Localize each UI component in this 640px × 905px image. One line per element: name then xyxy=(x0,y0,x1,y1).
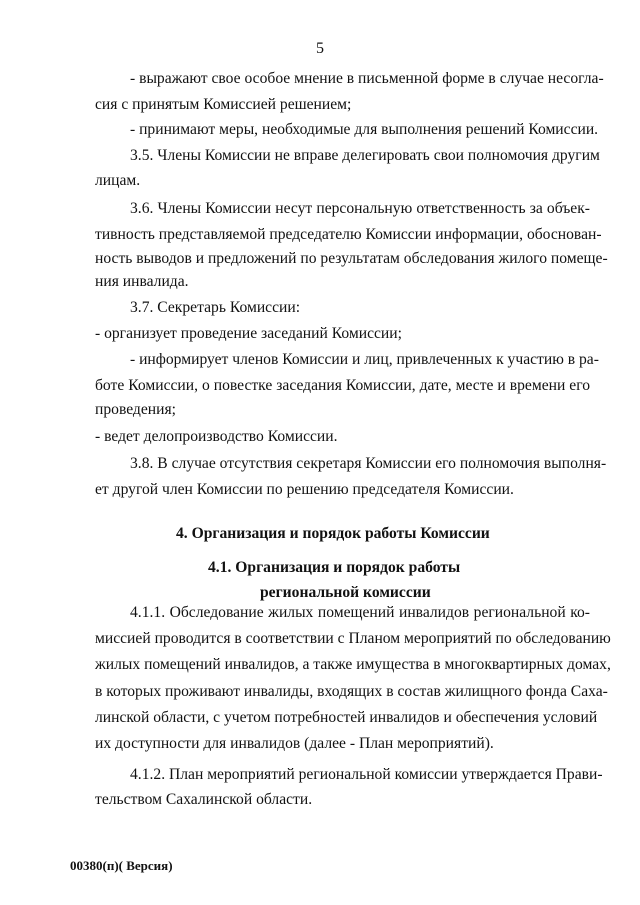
paragraph-line: проведения; xyxy=(95,401,176,418)
section-heading: 4. Организация и порядок работы Комиссии xyxy=(176,525,490,542)
paragraph-line: их доступности для инвалидов (далее - План мероприятий). xyxy=(95,735,494,752)
paragraph-line: ность выводов и предложений по результатам обследования жилого помеще- xyxy=(95,250,608,267)
paragraph-line: 3.6. Члены Комиссии несут персональную ответственность за объек- xyxy=(130,200,590,217)
paragraph-line: - организует проведение заседаний Комиссии; xyxy=(95,325,402,342)
paragraph-line: боте Комиссии, о повестке заседания Комиссии, дате, месте и времени его xyxy=(95,377,590,394)
paragraph-line: ния инвалида. xyxy=(95,273,189,290)
paragraph-line: 3.8. В случае отсутствия секретаря Комиссии его полномочия выполня- xyxy=(130,455,607,472)
paragraph-line: ет другой член Комиссии по решению председателя Комиссии. xyxy=(95,481,514,498)
paragraph-line: миссией проводится в соответствии с Планом мероприятий по обследованию xyxy=(95,630,611,647)
subsection-heading: региональной комиссии xyxy=(260,584,431,601)
paragraph-line: в которых проживают инвалиды, входящих в состав жилищного фонда Саха- xyxy=(95,683,608,700)
paragraph-line: - ведет делопроизводство Комиссии. xyxy=(95,428,338,445)
paragraph-line: - выражают свое особое мнение в письменной форме в случае несогла- xyxy=(130,70,604,87)
paragraph-line: 3.7. Секретарь Комиссии: xyxy=(130,299,301,316)
paragraph-line: 4.1.2. План мероприятий региональной комиссии утверждается Прави- xyxy=(130,766,603,783)
paragraph-line: - принимают меры, необходимые для выполнения решений Комиссии. xyxy=(130,121,599,138)
paragraph-line: сия с принятым Комиссией решением; xyxy=(95,96,352,113)
subsection-heading: 4.1. Организация и порядок работы xyxy=(208,559,461,576)
paragraph-line: 4.1.1. Обследование жилых помещений инвалидов региональной ко- xyxy=(130,604,590,621)
paragraph-line: жилых помещений инвалидов, а также имущества в многоквартирных домах, xyxy=(95,656,611,673)
paragraph-line: - информирует членов Комиссии и лиц, привлеченных к участию в ра- xyxy=(130,351,599,368)
paragraph-line: линской области, с учетом потребностей инвалидов и обеспечения условий xyxy=(95,709,598,726)
page-number: 5 xyxy=(316,40,324,57)
document-footer-code: 00380(п)( Версия) xyxy=(70,858,173,873)
paragraph-line: 3.5. Члены Комиссии не вправе делегировать свои полномочия другим xyxy=(130,147,600,164)
paragraph-line: тельством Сахалинской области. xyxy=(95,791,313,808)
paragraph-line: тивность представляемой председателю Комиссии информации, обоснован- xyxy=(95,226,602,243)
paragraph-line: лицам. xyxy=(95,172,141,189)
